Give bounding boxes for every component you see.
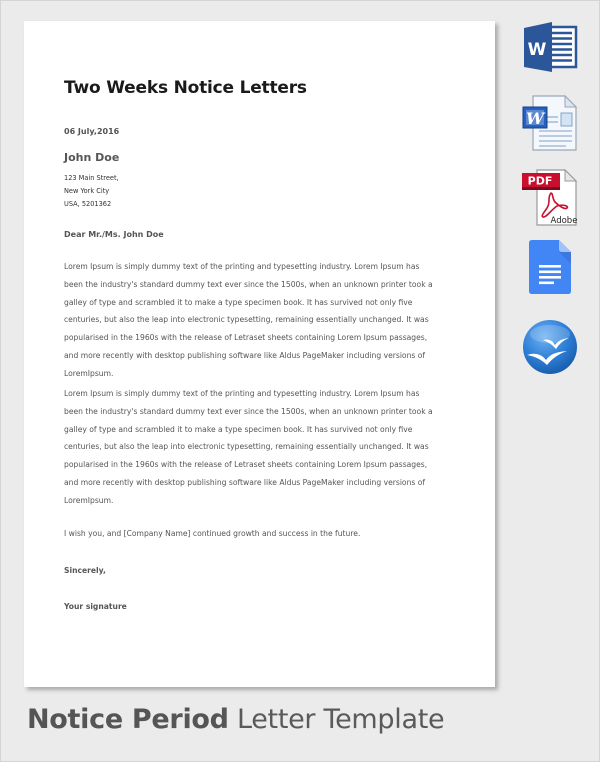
caption-light: Letter Template: [228, 704, 445, 735]
paragraph-line: centuries, but also the leap into electronic typesetting, remaining essentially unchanged. It was: [64, 315, 429, 325]
paragraph-line: been the industry's standard dummy text ever since the 1500s, when an unknown printer took a: [64, 406, 433, 416]
paragraph-line: centuries, but also the leap into electronic typesetting, remaining essentially unchanged. It was: [64, 442, 429, 452]
signature: Your signature: [64, 602, 127, 611]
svg-text:Adobe: Adobe: [550, 216, 578, 226]
letter-date: 06 July,2016: [64, 127, 120, 136]
address-line: USA, 5201362: [64, 200, 112, 208]
sender-name: John Doe: [64, 151, 120, 164]
paragraph-line: Lorem Ipsum is simply dummy text of the printing and typesetting industry. Lorem Ipsum has: [64, 389, 420, 398]
svg-text:PDF: PDF: [527, 174, 553, 188]
caption-bold: Notice Period: [27, 704, 229, 735]
google-docs-icon[interactable]: [521, 238, 579, 296]
address-line: New York City: [64, 187, 110, 195]
sender-address: [64, 172, 119, 211]
letter-title: Two Weeks Notice Letters: [64, 78, 307, 98]
svg-text:W: W: [526, 109, 544, 128]
paragraph-line: LoremIpsum.: [64, 495, 114, 505]
body-paragraph: [64, 385, 464, 510]
ms-word-2003-icon[interactable]: [521, 93, 579, 151]
paragraph-line: popularised in the 1960s with the release of Letraset sheets containing Lorem Ipsum passages,: [64, 460, 428, 470]
ms-word-2013-icon[interactable]: [521, 19, 579, 77]
adobe-pdf-icon[interactable]: [521, 168, 579, 226]
template-caption: [27, 704, 444, 735]
salutation: Dear Mr./Ms. John Doe: [64, 230, 164, 239]
paragraph-line: popularised in the 1960s with the release of Letraset sheets containing Lorem Ipsum passages,: [64, 333, 428, 343]
openoffice-icon[interactable]: [521, 318, 579, 376]
paragraph-line: galley of type and scrambled it to make a type specimen book. It has survived not only five: [64, 424, 413, 434]
paragraph-line: Lorem Ipsum is simply dummy text of the printing and typesetting industry. Lorem Ipsum has: [64, 262, 420, 271]
address-line: 123 Main Street,: [64, 174, 119, 182]
sign-off: Sincerely,: [64, 566, 106, 575]
letter-page: [24, 21, 495, 687]
paragraph-line: been the industry's standard dummy text ever since the 1500s, when an unknown printer took a: [64, 279, 433, 289]
paragraph-line: galley of type and scrambled it to make a type specimen book. It has survived not only five: [64, 297, 413, 307]
body-paragraph: [64, 258, 464, 383]
paragraph-line: and more recently with desktop publishing software like Aldus PageMaker including versions of: [64, 477, 426, 487]
closing-line: I wish you, and [Company Name] continued growth and success in the future.: [64, 529, 361, 538]
paragraph-line: and more recently with desktop publishing software like Aldus PageMaker including versions of: [64, 350, 426, 360]
paragraph-line: LoremIpsum.: [64, 368, 114, 378]
svg-text:W: W: [527, 40, 547, 60]
